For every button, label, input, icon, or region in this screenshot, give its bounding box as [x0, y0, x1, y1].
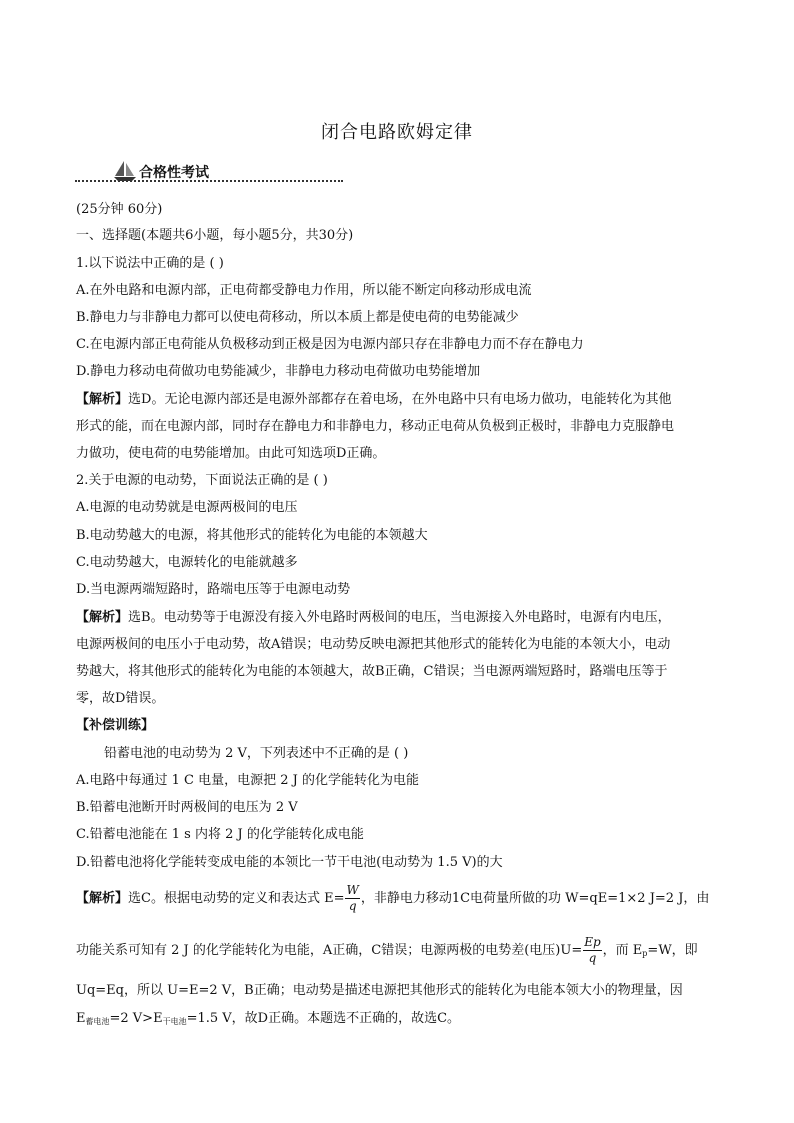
sailboat-icon: [113, 160, 137, 182]
fraction-denominator: q: [588, 951, 597, 965]
analysis-text: E: [76, 1011, 86, 1026]
fraction-denominator: q: [348, 899, 357, 913]
q2-analysis-4: 零，故D错误。: [76, 691, 165, 706]
fraction-numerator: Ep: [584, 935, 601, 949]
subscript: 干电池: [162, 1017, 187, 1026]
q1-option-c: C.在电源内部正电荷能从负极移动到正极是因为电源内部只存在非静电力而不存在静电力: [76, 337, 584, 352]
analysis-tag: 【解析】: [76, 610, 129, 625]
q2-option-b: B.电动势越大的电源，将其他形式的能转化为电能的本领越大: [76, 528, 428, 543]
q1-option-b: B.静电力与非静电力都可以使电荷移动，所以本质上都是使电荷的电势能减少: [76, 310, 519, 325]
supplement-option-b: B.铅蓄电池断开时两极间的电压为 2 V: [76, 800, 298, 815]
analysis-tag: 【解析】: [76, 891, 129, 906]
q2-option-a: A.电源的电动势就是电源两极间的电压: [76, 500, 298, 515]
analysis-text: 选B。电动势等于电源没有接入外电路时两极间的电压，当电源接入外电路时，电源有内电压，: [128, 610, 671, 625]
part-one-heading: 一、选择题(本题共6小题，每小题5分，共30分): [76, 228, 354, 243]
analysis-text: =W，即: [647, 943, 698, 958]
supplement-analysis: [76, 883, 709, 915]
q1-stem: 1.以下说法中正确的是 ( ): [76, 256, 224, 271]
fraction-w-over-q: [345, 883, 359, 914]
q1-option-d: D.静电力移动电荷做功电势能减少，非静电力移动电荷做功电势能增加: [76, 364, 481, 379]
q1-analysis-3: 力做功，使电荷的电势能增加。由此可知选项D正确。: [76, 446, 386, 461]
analysis-text: =1.5 V，故D正确。本题选不正确的，故选C。: [186, 1011, 461, 1026]
analysis-text: 选C。根据电动势的定义和表达式 E=: [128, 891, 345, 906]
fraction-ep-over-q: [583, 935, 601, 966]
analysis-text: ，非静电力移动1C电荷量所做的功 W=qE=1×2 J=2 J，由: [360, 891, 710, 906]
supplement-analysis-2: [76, 935, 698, 970]
analysis-tag: 【解析】: [76, 392, 129, 407]
analysis-text: =2 V>E: [109, 1011, 163, 1026]
q1-option-a: A.在外电路和电源内部，正电荷都受静电力作用，所以能不断定向移动形成电流: [76, 283, 532, 298]
section-header: [75, 160, 343, 182]
supplement-tag: 【补偿训练】: [76, 718, 155, 733]
supplement-option-d: D.铅蓄电池将化学能转变成电能的本领比一节干电池(电动势为 1.5 V)的大: [76, 855, 503, 870]
supplement-option-c: C.铅蓄电池能在 1 s 内将 2 J 的化学能转化成电能: [76, 827, 364, 842]
supplement-stem: 铅蓄电池的电动势为 2 V，下列表述中不正确的是 ( ): [104, 746, 409, 761]
q2-analysis-2: 电源两极间的电压小于电动势，故A错误；电动势反映电源把其他形式的能转化为电能的本领大小，电动: [76, 637, 671, 652]
q2-analysis-3: 势越大，将其他形式的能转化为电能的本领越大，故B正确，C错误；当电源两端短路时，路端电压等于: [76, 664, 668, 679]
q2-option-c: C.电动势越大，电源转化的电能就越多: [76, 555, 298, 570]
time-score: (25分钟 60分): [76, 202, 163, 217]
analysis-text: 选D。无论电源内部还是电源外部都存在着电场，在外电路中只有电场力做功，电能转化为其他: [128, 392, 672, 407]
subscript: 蓄电池: [85, 1017, 110, 1026]
q1-analysis: [76, 392, 671, 408]
supplement-analysis-4: [76, 1011, 460, 1030]
section-label: 合格性考试: [139, 165, 209, 181]
q2-stem: 2.关于电源的电动势，下面说法正确的是 ( ): [76, 473, 328, 488]
q1-analysis-2: 形式的能，而在电源内部，同时存在静电力和非静电力，移动正电荷从负极到正极时，非静电力克服静电: [76, 419, 675, 434]
analysis-text: 功能关系可知有 2 J 的化学能转化为电能，A正确，C错误；电源两极的电势差(电压)U=: [76, 943, 583, 958]
supplement-option-a: A.电路中每通过 1 C 电量，电源把 2 J 的化学能转化为电能: [76, 773, 420, 788]
fraction-numerator: W: [346, 883, 359, 897]
q2-option-d: D.当电源两端短路时，路端电压等于电源电动势: [76, 582, 351, 597]
page-title: 闭合电路欧姆定律: [321, 122, 473, 143]
subscript: p: [642, 949, 648, 958]
dotted-divider: [75, 180, 343, 182]
supplement-analysis-3: Uq=Eq，所以 U=E=2 V，B正确；电动势是描述电源把其他形式的能转化为电能本领大小的物理量，因: [76, 983, 683, 998]
analysis-text: ，而 E: [602, 943, 643, 958]
q2-analysis: [76, 610, 671, 626]
